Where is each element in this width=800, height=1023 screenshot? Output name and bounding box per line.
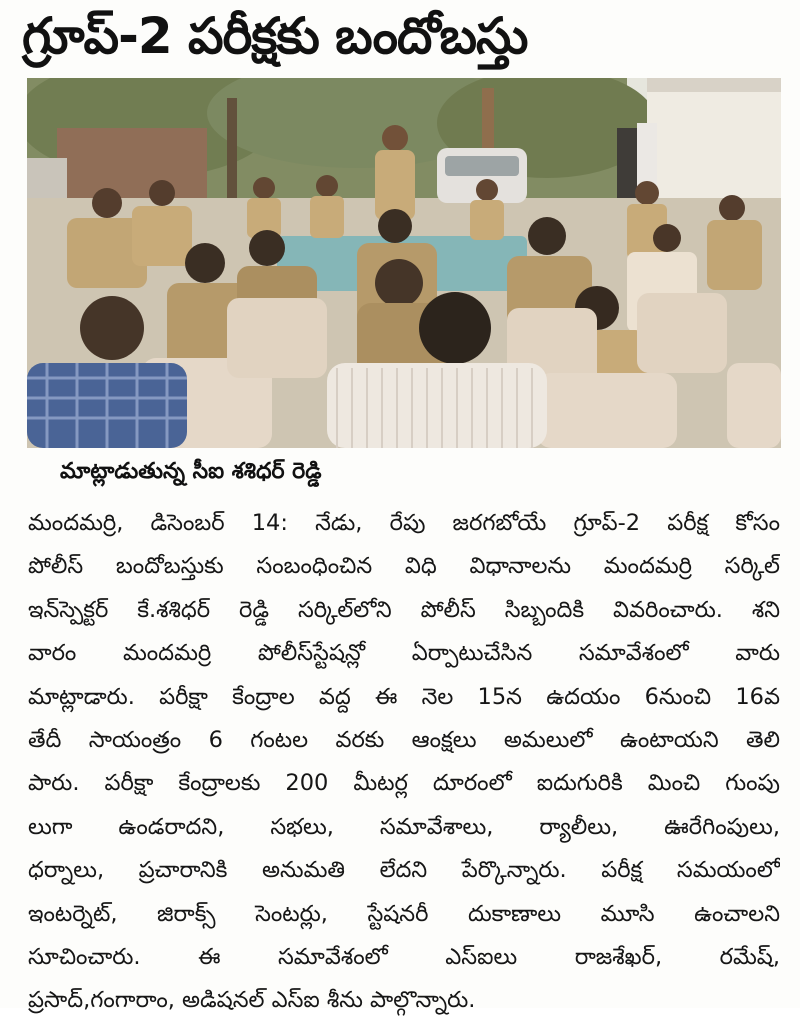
- photo-illustration: [27, 78, 781, 448]
- body-line: పారు. పరీక్షా కేంద్రాలకు 200 మీటర్ల దూరంలో ఐదుగురికి మించి గుంపు: [28, 770, 780, 797]
- body-line: ఇంటర్నెట్, జిరాక్స్ సెంటర్లు, స్టేషనరీ దుకాణాలు మూసి ఉంచాలని: [28, 900, 780, 927]
- body-line: వారం మందమర్రి పోలీస్‌స్టేషన్లో ఏర్పాటుచేసిన సమావేశంలో వారు: [28, 640, 780, 667]
- police-meeting-photo: [27, 78, 781, 448]
- body-line: తేదీ సాయంత్రం 6 గంటల వరకు ఆంక్షలు అమలులో ఉంటాయని తెలి: [28, 726, 780, 753]
- body-line: మాట్లాడారు. పరీక్షా కేంద్రాల వద్ద ఈ నెల 15న ఉదయం 6నుంచి 16వ: [28, 683, 780, 710]
- article-headline: గ్రూప్-2 పరీక్షకు బందోబస్తు: [22, 7, 528, 65]
- body-line: ధర్నాలు, ప్రచారానికి అనుమతి లేదని పేర్కొన్నారు. పరీక్ష సమయంలో: [28, 857, 780, 884]
- body-line: పోలీస్ బందోబస్తుకు సంబంధించిన విధి విధానాలను మందమర్రి సర్కిల్: [28, 553, 780, 580]
- article-body: [28, 502, 780, 1023]
- body-line: ఇన్‌స్పెక్టర్ కే.శశిధర్ రెడ్డి సర్కిల్‌లోని పోలీస్ సిబ్బందికి వివరించారు. శని: [28, 596, 780, 623]
- body-line: ప్రసాద్,గంగారాం, అడిషనల్ ఎస్ఐ శీను పాల్గొన్నారు.: [28, 987, 476, 1014]
- body-line: సూచించారు. ఈ సమావేశంలో ఎస్ఐలు రాజశేఖర్, రమేష్,: [28, 943, 780, 970]
- photo-caption: మాట్లాడుతున్న సీఐ శశిధర్ రెడ్డి: [60, 459, 322, 484]
- body-line: లుగా ఉండరాదని, సభలు, సమావేశాలు, ర్యాలీలు, ఊరేగింపులు,: [28, 813, 780, 840]
- body-line: మందమర్రి, డిసెంబర్ 14: నేడు, రేపు జరగబోయే గ్రూప్-2 పరీక్ష కోసం: [28, 510, 780, 536]
